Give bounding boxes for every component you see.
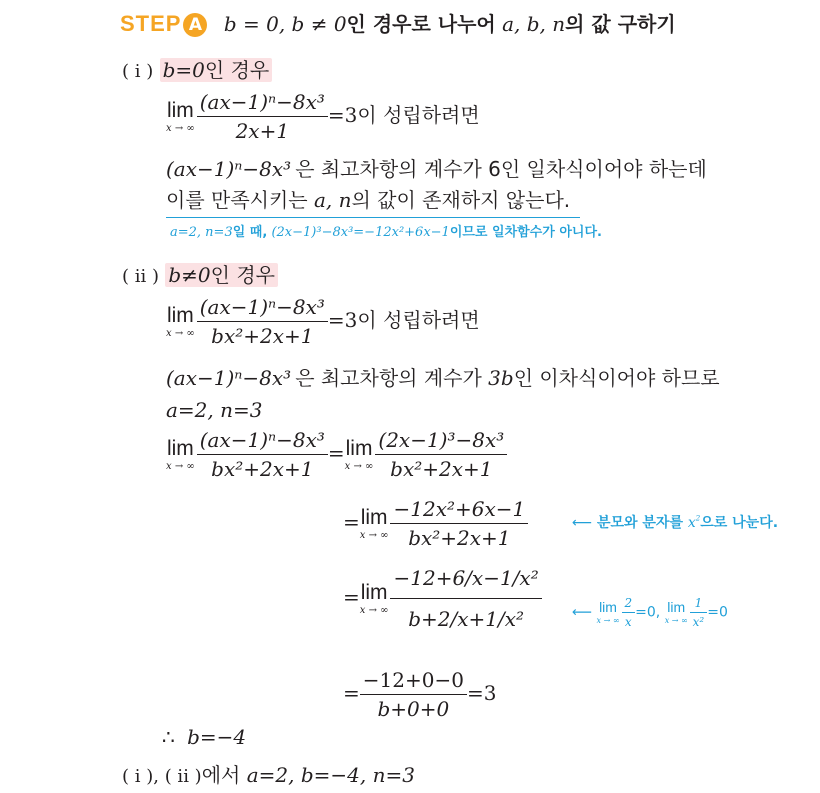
arrow-left-icon: ⟵ [572, 604, 593, 621]
note-limit-b: =0 [707, 604, 728, 621]
eq-row-3: = lim x → ∞ $\frac{\text{−12+6/x−1/x²}}{\text{b+2/x+1/x²}}$ [343, 566, 542, 631]
case2-rhs: =3 [327, 308, 358, 332]
eq-row-2: = lim x → ∞ $\frac{\text{−12x²+6x−1}}{\text{bx²+2x+1}}$ [343, 497, 528, 550]
eq2-fraction [390, 497, 528, 550]
eq-row-1: lim x → ∞ $\frac{\text{(ax−1)ⁿ−8x³}}{\text{bx²+2x+1}}$ = lim x → ∞ $\frac{\text{(2x−1)³−8x³}}{\text{bx²+2x+1}}$ [166, 428, 507, 481]
fraction-denominator: bx²+2x+1 [211, 457, 314, 481]
fraction-numerator: (ax−1)ⁿ−8x³ [197, 295, 328, 322]
case2-line3: a=2, n=3 [166, 398, 263, 422]
conclusion-result: b=−4 [187, 725, 247, 749]
final-cases: ( i ), ( ii ) [122, 766, 202, 787]
lim-operator: lim x → ∞ [166, 436, 195, 472]
fraction-numerator: −12+6/x−1/x² [390, 566, 541, 599]
eq1-rhs-fraction [375, 428, 507, 481]
eq3-fraction [390, 566, 541, 631]
fraction-numerator: −12x²+6x−1 [390, 497, 528, 524]
note-divide-math: $x^2$ [687, 514, 701, 531]
case1-line3 [166, 184, 580, 218]
lim-operator: lim x → ∞ [359, 505, 389, 541]
case1-line2-text: 은 최고차항의 계수가 6인 일차식이어야 하는데 [295, 157, 707, 181]
case1-number: ( i ) [122, 61, 154, 82]
fraction-numerator: −12+0−0 [360, 668, 467, 695]
step-label: STEP [120, 11, 182, 36]
fraction-numerator: (ax−1)ⁿ−8x³ [197, 90, 328, 117]
note-divide-text: 분모와 분자를 [596, 515, 683, 531]
fraction-denominator: bx²+2x+1 [408, 526, 511, 550]
case2-line2-coef: 3b [488, 366, 514, 390]
case1-line3-math: a, n [313, 188, 352, 212]
final-text: 에서 [201, 763, 241, 787]
step-header [120, 8, 676, 37]
fraction-numerator: (2x−1)³−8x³ [375, 428, 507, 455]
lim-operator: lim x → ∞ [166, 98, 195, 134]
case1-note-math2: (2x−1)³−8x³=−12x²+6x−1 [271, 225, 450, 240]
case2-limit [166, 295, 480, 348]
fraction-denominator: bx²+2x+1 [211, 324, 314, 348]
note-limit-a: =0, [635, 604, 661, 621]
eq4-rhs: =3 [466, 681, 497, 705]
fraction-denominator: 2x+1 [235, 119, 290, 143]
case1-note-text2: 이므로 일차함수가 아니다. [449, 225, 602, 240]
case1-line2-math: (ax−1)ⁿ−8x³ [166, 157, 292, 181]
eq-row-4: = $\frac{-12+0-0}{b+0+0}$ =3 [343, 668, 497, 721]
case1-line3-b: 의 값이 존재하지 않는다. [351, 188, 571, 212]
case2-line2-text: 은 최고차항의 계수가 [295, 366, 482, 390]
case1-note-text1: 일 때, [232, 225, 268, 240]
final-answer: a=2, b=−4, n=3 [246, 763, 415, 787]
step-title-text: 인 경우로 나누어 [346, 12, 496, 36]
case1-condition [160, 58, 273, 82]
case1-cond-text: 인 경우 [204, 58, 270, 82]
case1-note-math1: a=2, n=3 [170, 225, 233, 240]
lim-operator: lim x → ∞ [596, 599, 620, 625]
lim-operator: lim x → ∞ [664, 599, 688, 625]
fraction-denominator: b+0+0 [377, 697, 450, 721]
step-title-vars: a, b, n [502, 12, 566, 36]
lim-operator: lim x → ∞ [359, 580, 389, 616]
case2-line2 [166, 362, 720, 391]
step-title-math: b = 0, b ≠ 0 [223, 12, 347, 36]
fraction-denominator: b+2/x+1/x² [408, 607, 525, 631]
case2-line2-text2: 인 이차식이어야 하므로 [513, 366, 720, 390]
case1-heading [122, 54, 272, 83]
case2-condition [165, 263, 278, 287]
eq4-fraction [360, 668, 467, 721]
note-frac-1-over-x2: $\frac{1}{\text{x²}}$ [690, 596, 708, 629]
case2-number: ( ii ) [122, 266, 160, 287]
step-title-end: 의 값 구하기 [565, 12, 676, 36]
case1-cond-math: b=0 [162, 58, 205, 82]
case2-cond-text: 인 경우 [210, 263, 275, 287]
case1-rhs-text: 이 성립하려면 [357, 103, 480, 127]
conclusion-therefore [162, 725, 246, 749]
lim-operator: lim x → ∞ [344, 436, 374, 472]
case1-fraction [197, 90, 328, 143]
step-badge: A [183, 13, 207, 37]
note-divide [572, 512, 778, 532]
case1-line3-a: 이를 만족시키는 [166, 188, 308, 212]
conclusion-final [122, 759, 415, 788]
eq1-lhs-fraction [197, 428, 328, 481]
case2-heading [122, 259, 278, 288]
case2-fraction [197, 295, 328, 348]
case1-rhs: =3 [327, 103, 358, 127]
arrow-left-icon: ⟵ [572, 515, 593, 531]
lim-operator: lim x → ∞ [166, 303, 195, 339]
case1-limit [166, 90, 480, 143]
fraction-denominator: bx²+2x+1 [390, 457, 493, 481]
note-frac-2-over-x: $\frac{2}{x}$ [622, 596, 636, 629]
case2-line2-math: (ax−1)ⁿ−8x³ [166, 366, 292, 390]
case2-cond-math: b≠0 [168, 263, 211, 287]
note-divide-text-b: 으로 나눈다. [700, 515, 779, 531]
fraction-numerator: (ax−1)ⁿ−8x³ [197, 428, 328, 455]
case2-rhs-text: 이 성립하려면 [357, 308, 480, 332]
case1-line2 [166, 153, 707, 182]
note-limits [572, 596, 728, 629]
therefore-symbol: ∴ [162, 725, 175, 749]
case1-note [170, 221, 602, 240]
